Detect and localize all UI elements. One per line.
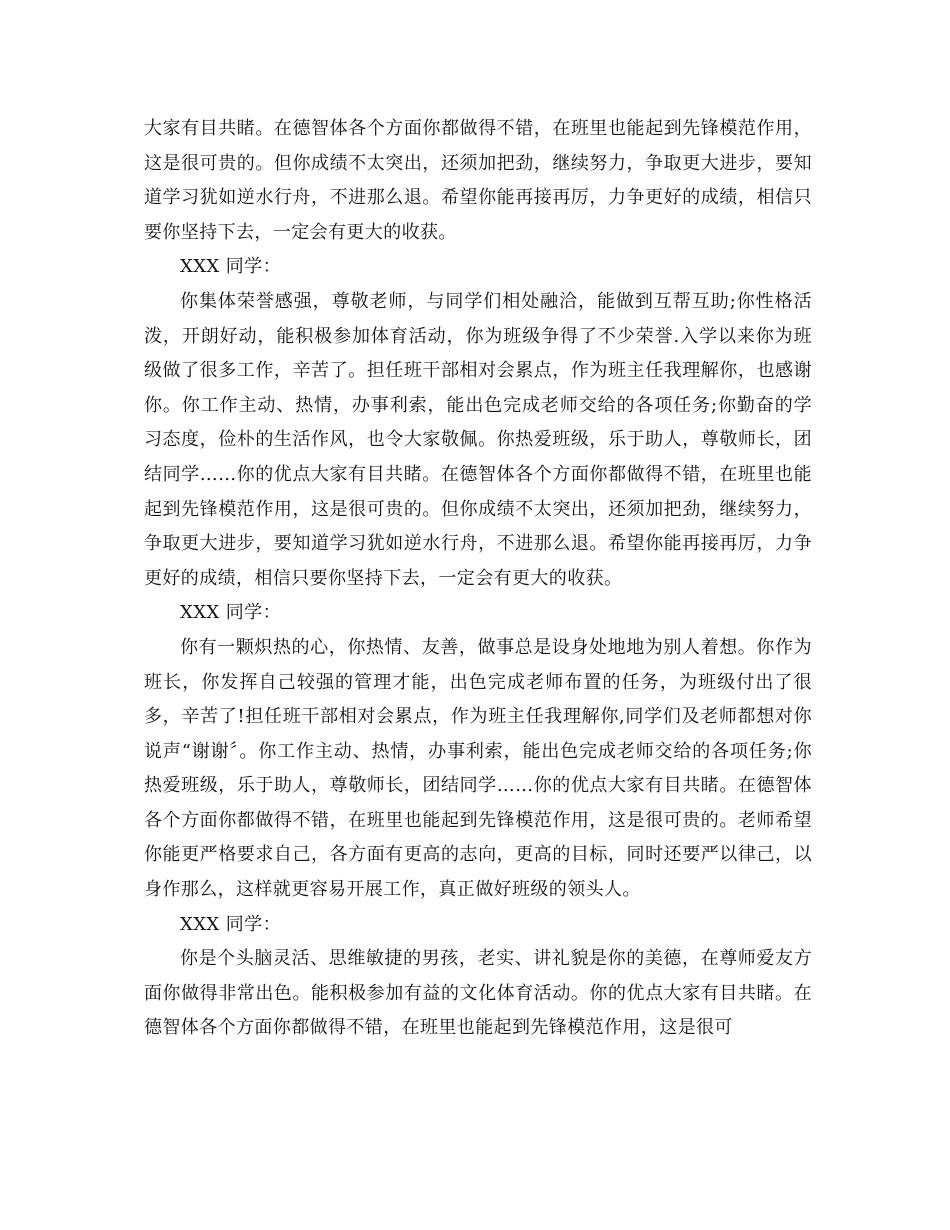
paragraph-comment: 你有一颗炽热的心，你热情、友善，做事总是设身处地地为别人着想。你作为班长，你发挥自己较强的管理才能，出色完成老师布置的任务，为班级付出了很多，辛苦了!担任班干部相对会累点，作为班主任我理解你,同学们及老师都想对你说声“谢谢〞。你工作主动、热情，办事利索，能出色完成老师交给的各项任务;你热爱班级，乐于助人，尊敬师长，团结同学……你的优点大家有目共睹。在德智体各个方面你都做得不错，在班里也能起到先锋模范作用，这是很可贵的。老师希望你能更严格要求自己，各方面有更高的志向，更高的目标，同时还要严以律己，以身作那么，这样就更容易开展工作，真正做好班级的领头人。	[144, 636, 812, 901]
salutation-student: XXX 同学：	[180, 913, 281, 935]
salutation-student: XXX 同学：	[180, 256, 281, 278]
paragraph-comment: 你是个头脑灵活、思维敏捷的男孩，老实、讲礼貌是你的美德，在尊师爱友方面你做得非常出色。能积极参加有益的文化体育活动。你的优点大家有目共睹。在德智体各个方面你都做得不错，在班里也能起到先锋模范作用，这是很可	[144, 948, 812, 1039]
paragraph-continuation: 大家有目共睹。在德智体各个方面你都做得不错，在班里也能起到先锋模范作用，这是很可贵的。但你成绩不太突出，还须加把劲，继续努力，争取更大进步，要知道学习犹如逆水行舟，不进那么退。希望你能再接再厉，力争更好的成绩，相信只要你坚持下去，一定会有更大的收获。	[144, 118, 812, 243]
paragraph-comment: 你集体荣誉感强，尊敬老师，与同学们相处融洽，能做到互帮互助;你性格活泼，开朗好动，能积极参加体育活动，你为班级争得了不少荣誉.入学以来你为班级做了很多工作，辛苦了。担任班干部相对会累点，作为班主任我理解你，也感谢你。你工作主动、热情，办事利索，能出色完成老师交给的各项任务;你勤奋的学习态度，俭朴的生活作风，也令大家敬佩。你热爱班级，乐于助人，尊敬师长，团结同学……你的优点大家有目共睹。在德智体各个方面你都做得不错，在班里也能起到先锋模范作用，这是很可贵的。但你成绩不太突出，还须加把劲，继续努力，争取更大进步，要知道学习犹如逆水行舟，不进那么退。希望你能再接再厉，力争更好的成绩，相信只要你坚持下去，一定会有更大的收获。	[144, 290, 812, 589]
document-body	[144, 112, 812, 1046]
salutation-student: XXX 同学：	[180, 602, 281, 624]
